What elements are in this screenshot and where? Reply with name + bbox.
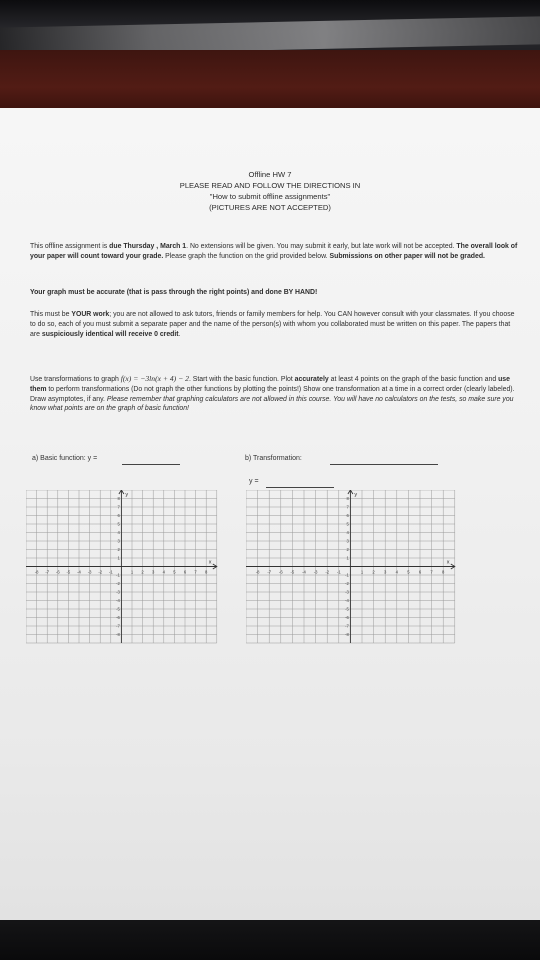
grid-b-y-tick-label: -6	[345, 615, 349, 620]
grid-b-y-tick-label: 6	[346, 513, 349, 518]
grid-b-x-tick-label: 4	[395, 569, 398, 575]
grid-b-y-tick-label: 4	[346, 530, 349, 535]
grid-a-x-tick-label: -6	[55, 569, 60, 575]
part-b-y-answer-line	[266, 487, 334, 488]
header-line-submit: "How to submit offline assignments"	[209, 192, 331, 201]
grid-a-y-tick-label: -4	[116, 598, 120, 603]
grid-b-y-tick-label: 2	[346, 547, 349, 552]
header-line-pictures: (PICTURES ARE NOT ACCEPTED)	[209, 203, 331, 212]
grid-a-y-tick-label: 1	[117, 555, 120, 561]
grid-b-y-tick-label: -1	[345, 572, 349, 578]
grid-b-x-tick-label: 2	[372, 569, 375, 575]
grid-a-y-tick-label: 5	[117, 521, 120, 527]
grid-a-x-tick-label: -8	[34, 569, 39, 575]
grid-b-x-tick-label: -1	[336, 569, 341, 575]
grid-a-x-tick-label: -1	[108, 569, 113, 575]
table-bottom	[0, 918, 540, 960]
grid-a-x-tick-label: 8	[205, 569, 208, 575]
grid-b-x-tick-label: 3	[384, 569, 387, 575]
grid-b-x-tick-label: 8	[442, 569, 445, 575]
grid-a-y-tick-label: 4	[117, 530, 120, 535]
grid-a-x-tick-label: -5	[66, 569, 71, 575]
grid-a-x-tick-label: 3	[152, 569, 155, 575]
grid-b-x-tick-label: -8	[255, 569, 260, 575]
grid-b-y-tick-label: 5	[346, 521, 349, 527]
grid-b-x-tick-label: -6	[278, 569, 283, 575]
grid-b-x-tick-label: 5	[407, 569, 410, 575]
grid-b-y-tick-label: -7	[345, 623, 349, 629]
grid-a-y-tick-label: -2	[116, 581, 120, 586]
grid-a-y-tick-label: -3	[116, 589, 120, 595]
grid-b-x-tick-label: 1	[360, 569, 364, 575]
grid-b-y-tick-label: -2	[345, 581, 349, 586]
grid-a-y-tick-label: 8	[117, 496, 120, 501]
grid-a-x-tick-label: 7	[194, 569, 197, 575]
grid-a-x-tick-label: 1	[130, 569, 134, 575]
sheet-title: Offline HW 7	[248, 170, 292, 179]
due-date: due Thursday , March 1	[109, 243, 187, 250]
grid-a-y-tick-label: -5	[116, 606, 120, 612]
part-b-y-label: y =	[249, 478, 259, 485]
grid-a-x-tick-label: 6	[183, 569, 187, 575]
part-a-answer-line	[122, 464, 180, 465]
grid-a-x-tick-label: 4	[162, 569, 165, 575]
function-formula: f(x) = −3ln(x + 4) − 2	[120, 374, 189, 383]
grid-b-y-tick-label: -4	[345, 598, 349, 603]
grid-b-y-tick-label: -3	[345, 589, 349, 595]
grid-b-y-tick-label: 7	[346, 504, 349, 510]
grid-b-x-axis-label: x	[446, 559, 450, 566]
header-line-directions: PLEASE READ AND FOLLOW THE DIRECTIONS IN	[179, 181, 361, 190]
grid-a-y-tick-label: -6	[116, 615, 120, 620]
grid-b-x-tick-label: 6	[418, 569, 422, 575]
part-b-label: b) Transformation:	[245, 455, 302, 462]
grid-b-x-tick-label: -3	[313, 569, 318, 575]
part-a-label: a) Basic function: y =	[32, 455, 98, 462]
grid-a-y-tick-label: 7	[117, 504, 120, 510]
grid-b-y-tick-label: 8	[346, 496, 349, 501]
grid-a-x-tick-label: 2	[141, 569, 144, 575]
grid-b-y-axis-label: y	[354, 492, 358, 498]
grid-b-y-tick-label: -8	[345, 632, 349, 637]
homework-sheet	[0, 108, 540, 920]
grid-b-x-tick-label: 7	[430, 569, 433, 575]
grid-a-x-axis-label: x	[208, 559, 212, 566]
grid-b-y-tick-label: 1	[346, 555, 349, 561]
grid-a-x-tick-label: 5	[173, 569, 176, 575]
grid-b-x-tick-label: -5	[290, 569, 295, 575]
grid-a-y-tick-label: 2	[117, 547, 120, 552]
grid-b-y-tick-label: -5	[345, 606, 349, 612]
part-b-answer-line	[330, 464, 438, 465]
paragraph-accuracy: Your graph must be accurate (that is pass through the right points) and done BY HAND!	[30, 289, 318, 296]
grid-b-x-tick-label: -2	[325, 569, 330, 575]
wood-surface	[0, 50, 540, 112]
paragraph-instructions: Use transformations to graph f(x) = −3ln(x + 4) − 2. Start with the basic function. Plot accurately at least 4 points on the graph of the basic function and use them to perform transformations (Do not graph the other functions by plotting the points!) Show one transformation at a time in a correct order (clearly labeled). Draw asymptotes, if any. Please remember that graphing calculators are not allowed in this course. You will have no calculators on the tests, so make sure you know what points are on the graph of basic function!	[30, 374, 515, 413]
grid-a-x-tick-label: -4	[77, 569, 81, 575]
grid-a-y-tick-label: 6	[117, 513, 120, 518]
grid-a-x-tick-label: -3	[87, 569, 92, 575]
grid-a-y-tick-label: -7	[116, 623, 120, 629]
grid-b-x-tick-label: -7	[267, 569, 272, 575]
grid-a-y-tick-label: -8	[116, 632, 120, 637]
grid-a-x-tick-label: -7	[45, 569, 50, 575]
grid-a-y-axis-label: y	[125, 492, 129, 498]
grid-a-y-tick-label: 3	[117, 538, 120, 544]
grid-a-x-tick-label: -2	[98, 569, 103, 575]
paragraph-your-work: This must be YOUR work; you are not allowed to ask tutors, friends or family members for help. You CAN however consult with your classmates. If you choose to do so, each of you must submit a separate paper and the name of the person(s) with whom you collaborated must be written on this paper. The papers that are suspiciously identical will receive 0 credit.	[30, 311, 515, 338]
paragraph-due-date: This offline assignment is due Thursday , March 1. No extensions will be given. You may submit it early, but late work will not be accepted. The overall look of your paper will count toward your grade. Please graph the function on the grid provided below. Submissions on other paper will not be graded.	[30, 243, 518, 260]
grid-b-x-tick-label: -4	[302, 569, 306, 575]
grid-basic-function	[26, 490, 222, 650]
grid-b-y-tick-label: 3	[346, 538, 349, 544]
grid-transformation	[246, 490, 460, 650]
grid-a-y-tick-label: -1	[116, 572, 120, 578]
